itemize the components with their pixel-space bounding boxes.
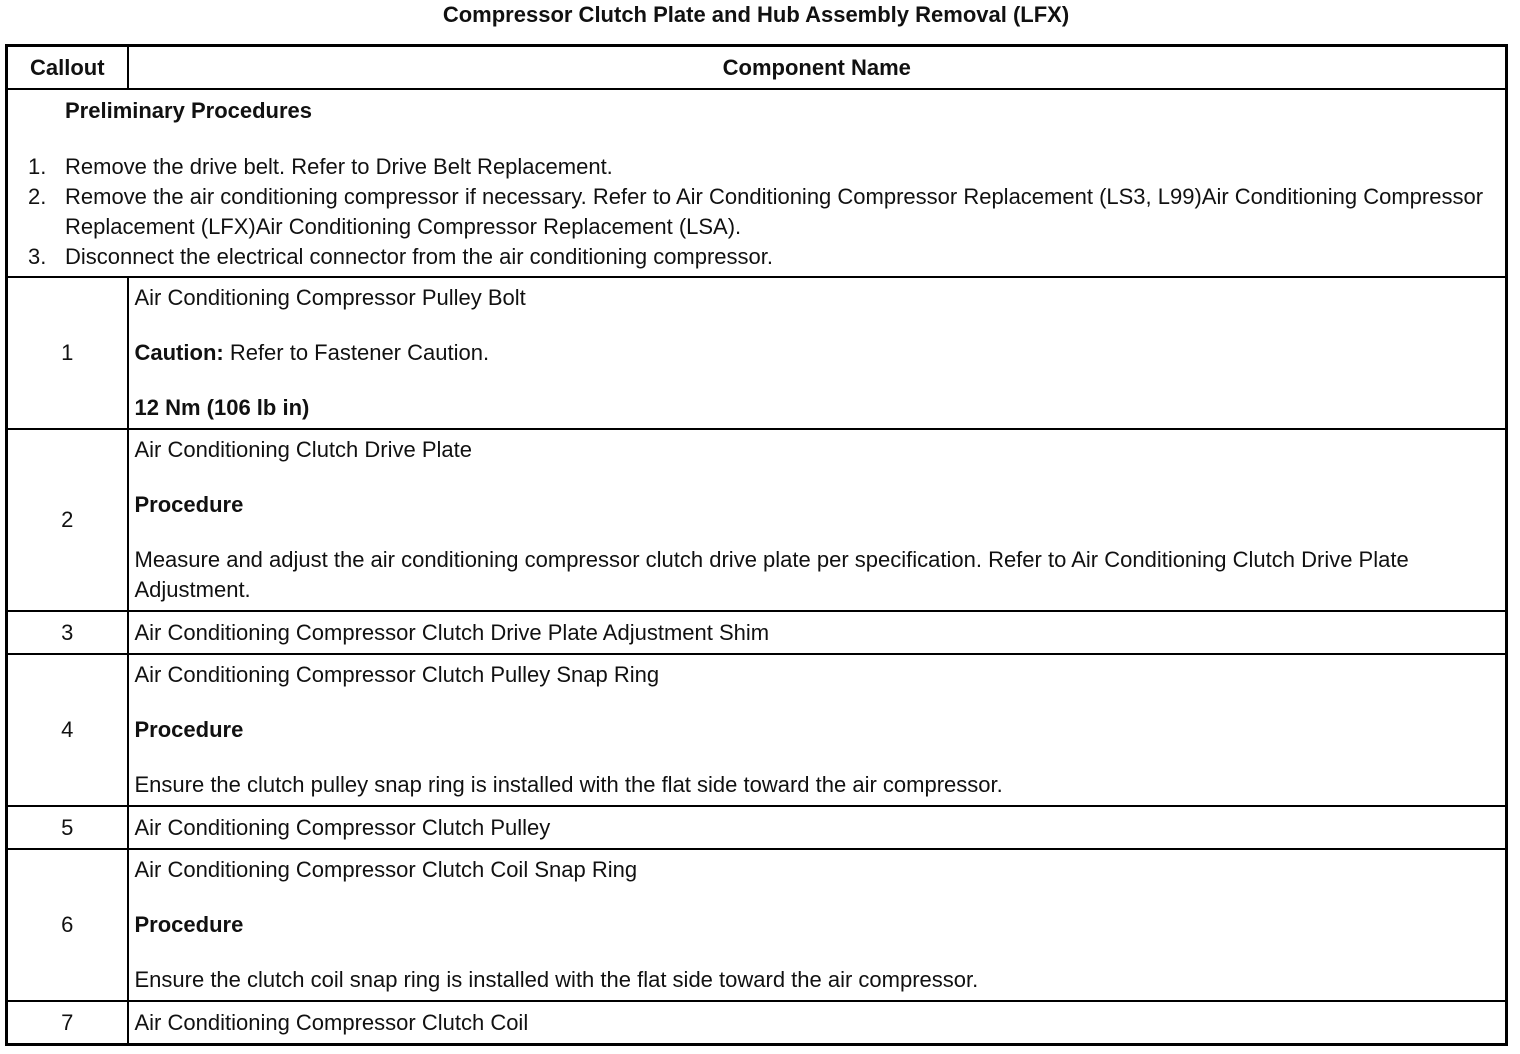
table-header-row	[7, 46, 1507, 90]
callout-cell: 4	[7, 654, 128, 806]
component-name: Air Conditioning Compressor Pulley Bolt	[134, 285, 526, 310]
component-cell	[128, 654, 1507, 806]
caution-text: Refer to Fastener Caution.	[223, 340, 490, 365]
preliminary-step	[28, 242, 1495, 272]
component-name: Air Conditioning Compressor Clutch Pulley	[134, 814, 551, 840]
caution-line	[135, 338, 1500, 368]
component-name: Air Conditioning Compressor Clutch Coil Snap Ring	[134, 857, 638, 882]
procedure-label: Procedure	[134, 492, 244, 517]
page-title: Compressor Clutch Plate and Hub Assembly Removal (LFX)	[442, 2, 1070, 27]
table-row	[7, 1001, 1507, 1045]
component-name: Air Conditioning Compressor Clutch Coil	[134, 1009, 529, 1035]
callout-cell: 5	[7, 806, 128, 849]
table-row	[7, 429, 1507, 611]
preliminary-heading: Preliminary Procedures	[65, 98, 313, 123]
table-row	[7, 806, 1507, 849]
callout-header: Callout	[7, 46, 128, 90]
component-cell	[128, 611, 1507, 654]
preliminary-step	[28, 182, 1495, 242]
callout-cell: 6	[7, 849, 128, 1001]
component-name-header: Component Name	[128, 46, 1507, 90]
step-number: 2.	[28, 184, 47, 209]
component-name: Air Conditioning Clutch Drive Plate	[134, 437, 472, 462]
callout-cell: 7	[7, 1001, 128, 1045]
procedure-text: Measure and adjust the air conditioning compressor clutch drive plate per specification. Refer to Air Conditioning Clutch Drive Plate Adjustment.	[134, 547, 1409, 602]
preliminary-steps	[28, 152, 1495, 272]
component-cell	[128, 277, 1507, 429]
component-cell	[128, 806, 1507, 849]
procedure-text: Ensure the clutch coil snap ring is installed with the flat side toward the air compressor.	[134, 967, 979, 992]
component-cell	[128, 849, 1507, 1001]
callout-cell: 2	[7, 429, 128, 611]
table-row	[7, 849, 1507, 1001]
preliminary-procedures	[7, 89, 1507, 277]
preliminary-row	[7, 89, 1507, 277]
callout-cell: 3	[7, 611, 128, 654]
components-table	[5, 44, 1508, 1046]
caution-label: Caution:	[134, 340, 224, 365]
procedure-label: Procedure	[134, 717, 244, 742]
procedure-text: Ensure the clutch pulley snap ring is installed with the flat side toward the air compressor.	[134, 772, 1003, 797]
step-text: Disconnect the electrical connector from the air conditioning compressor.	[65, 244, 774, 269]
procedure-label: Procedure	[134, 912, 244, 937]
table-row	[7, 611, 1507, 654]
component-cell	[128, 1001, 1507, 1045]
table-row	[7, 277, 1507, 429]
torque-spec: 12 Nm (106 lb in)	[134, 395, 310, 420]
step-text: Remove the drive belt. Refer to Drive Belt Replacement.	[65, 154, 613, 179]
component-name: Air Conditioning Compressor Clutch Pulley Snap Ring	[134, 662, 660, 687]
component-name: Air Conditioning Compressor Clutch Drive Plate Adjustment Shim	[134, 619, 770, 645]
preliminary-step	[28, 152, 1495, 182]
step-number: 3.	[28, 244, 47, 269]
step-number: 1.	[28, 154, 47, 179]
table-row	[7, 654, 1507, 806]
callout-cell: 1	[7, 277, 128, 429]
component-cell	[128, 429, 1507, 611]
step-text: Remove the air conditioning compressor if necessary. Refer to Air Conditioning Compressor Replacement (LS3, L99)Air Conditioning Compressor Replacement (LFX)Air Conditioning Compressor Replacement (LSA).	[65, 184, 1484, 239]
